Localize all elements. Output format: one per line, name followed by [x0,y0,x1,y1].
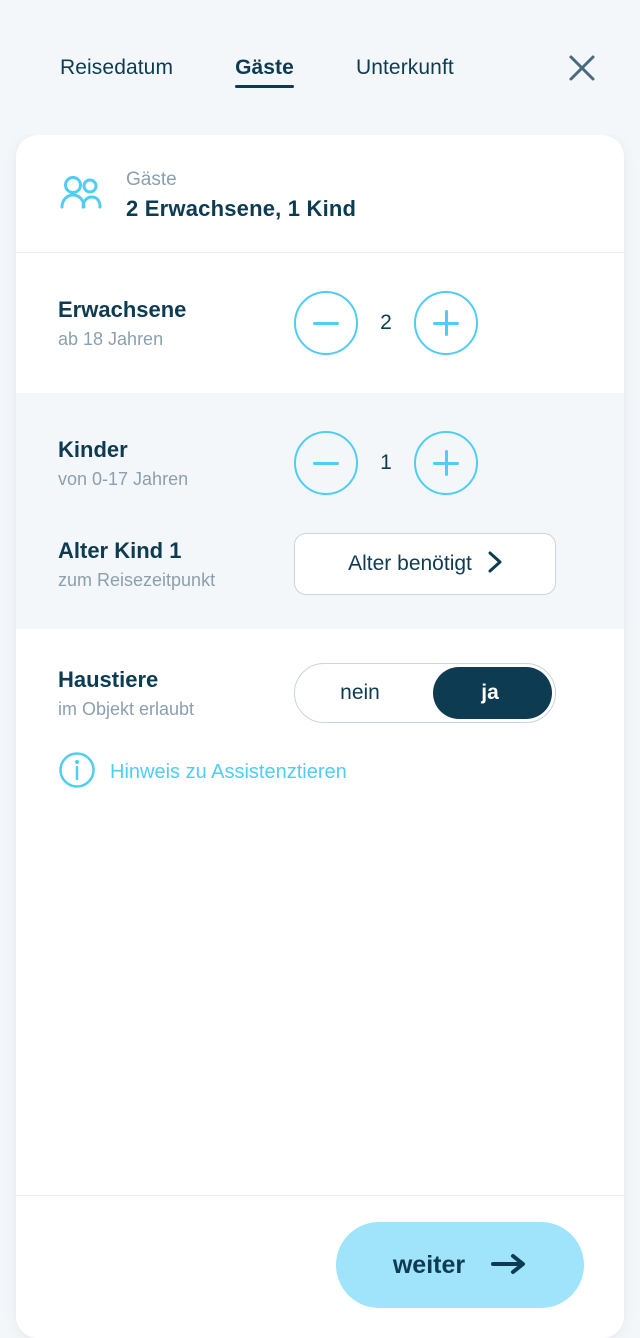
pets-toggle-option-yes[interactable]: ja [481,681,499,704]
adults-decrement-button[interactable] [294,291,358,355]
child-age-labels [58,538,294,591]
children-title: Kinder [58,436,128,462]
guests-icon [58,175,104,216]
next-button-label: weiter [392,1250,466,1279]
adults-count: 2 [380,311,392,334]
pets-toggle-option-no[interactable]: nein [340,681,380,704]
pets-row [16,629,624,723]
info-icon [58,751,96,794]
assistance-animals-hint[interactable] [16,723,624,794]
children-labels [58,437,294,490]
pets-toggle[interactable] [294,663,556,723]
children-decrement-button[interactable] [294,431,358,495]
adults-stepper [294,291,478,355]
child-age-button[interactable] [294,533,556,595]
card-footer [16,1195,624,1338]
minus-icon [313,322,339,325]
tab-list [60,50,560,86]
plus-icon [433,310,459,336]
adults-subtitle: ab 18 Jahren [58,328,164,349]
assistance-animals-hint-label: Hinweis zu Assistenztieren [110,761,347,783]
tab-gaeste[interactable]: Gäste [235,56,294,86]
guests-card [16,135,624,1338]
children-count: 1 [380,451,392,474]
tab-bar [0,0,640,135]
summary-texts [126,169,356,222]
children-subtitle: von 0-17 Jahren [58,468,189,489]
card-spacer [16,794,624,1195]
minus-icon [313,462,339,465]
pets-title: Haustiere [58,666,159,692]
adults-labels [58,297,294,350]
pets-subtitle: im Objekt erlaubt [58,698,195,719]
summary-value: 2 Erwachsene, 1 Kind [126,196,357,221]
guests-summary [16,135,624,253]
children-increment-button[interactable] [414,431,478,495]
summary-label: Gäste [126,169,177,190]
child-age-row [16,533,624,629]
child-age-button-label: Alter benötigt [348,552,472,575]
children-row [16,393,624,533]
next-button[interactable] [336,1222,584,1308]
child-age-subtitle: zum Reisezeitpunkt [58,569,216,590]
adults-increment-button[interactable] [414,291,478,355]
pets-labels [58,667,294,720]
plus-icon [433,450,459,476]
child-age-title: Alter Kind 1 [58,537,182,563]
close-icon[interactable] [560,46,604,90]
tab-unterkunft[interactable]: Unterkunft [355,55,454,79]
adults-title: Erwachsene [58,296,187,322]
arrow-right-icon [491,1253,527,1278]
chevron-right-icon [488,551,502,578]
children-stepper [294,431,478,495]
adults-row [16,253,624,393]
tab-reisedatum[interactable]: Reisedatum [60,55,174,79]
